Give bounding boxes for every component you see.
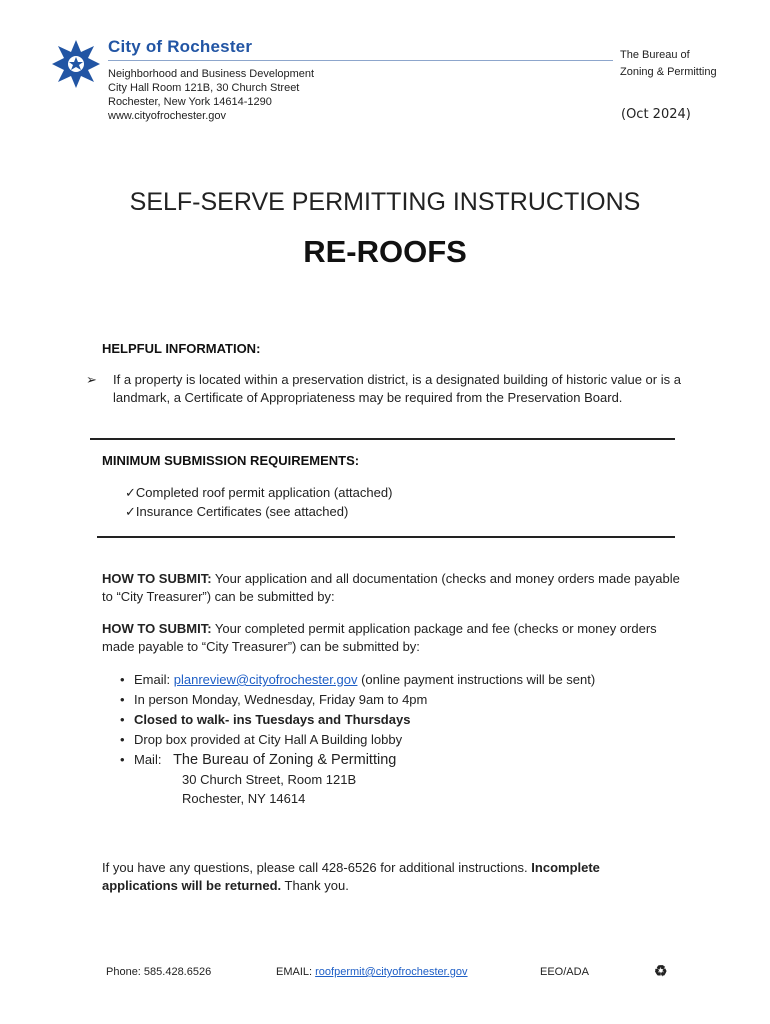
address-line: City Hall Room 121B, 30 Church Street [108,82,300,94]
helpful-info-text: If a property is located within a preservation district, is a designated building of historic value or is a landmark, a Certificate of Appropriateness may be required from the Preservation Board. [113,372,681,405]
mail-recipient: The Bureau of Zoning & Permitting [173,752,397,768]
bureau-name [620,47,717,81]
website-text: www.cityofrochester.gov [108,110,226,122]
section-divider [97,536,675,538]
helpful-info-heading: HELPFUL INFORMATION: [102,341,261,356]
list-item [120,710,595,730]
how-to-submit-text: Your completed permit application package and fee (checks or money orders made payable to “City Treasurer”) can be submitted by: [102,621,657,654]
how-to-submit-label: HOW TO SUBMIT: [102,571,212,586]
city-name: City of Rochester [108,37,253,56]
how-to-submit-paragraph [102,570,682,606]
in-person-hours: In person Monday, Wednesday, Friday 9am to 4pm [134,692,428,707]
submission-methods-list [120,670,595,770]
footer-email-label: EMAIL: [276,966,316,978]
bullet-icon: • [120,672,125,687]
bullet-icon: • [120,692,125,707]
thank-you-text: Thank you. [281,878,349,893]
bullet-icon: • [120,712,125,727]
footer-phone: Phone: 585.428.6526 [106,966,212,978]
address-line: Neighborhood and Business Development [108,68,315,80]
mail-address-line: Rochester, NY 14614 [182,791,306,806]
how-to-submit-paragraph [102,620,682,656]
requirement-item: ✓Completed roof permit application (attached) [125,485,393,500]
bureau-line: Zoning & Permitting [620,66,717,78]
mail-label: Mail: [134,752,166,767]
footer-eeo: EEO/ADA [540,966,589,978]
list-item [120,690,595,710]
incomplete-warning: Incomplete applications will be returned. [102,860,600,893]
list-item [120,730,595,750]
header-divider [108,60,613,61]
closing-paragraph [102,859,662,895]
drop-box-info: Drop box provided at City Hall A Building lobby [134,732,403,747]
email-label: Email: [134,672,174,687]
closed-days-notice: Closed to walk- ins Tuesdays and Thursdays [134,712,411,727]
bureau-line: The Bureau of [620,49,690,61]
section-divider [90,438,675,440]
page-subtitle: RE-ROOFS [303,234,467,269]
plan-review-email-link[interactable]: planreview@cityofrochester.gov [173,672,358,687]
document-date: (Oct 2024) [621,107,691,122]
list-item [120,750,595,770]
city-logo-icon [50,38,102,90]
minimum-requirements-heading: MINIMUM SUBMISSION REQUIREMENTS: [102,453,360,468]
address-line: Rochester, New York 14614-1290 [108,96,272,108]
department-address [108,67,314,123]
email-note: (online payment instructions will be sent) [357,672,596,687]
bullet-icon: • [120,732,125,747]
mail-address-line: 30 Church Street, Room 121B [182,772,357,787]
requirement-item: ✓Insurance Certificates (see attached) [125,504,349,519]
recycle-icon: ♻ [654,963,668,980]
how-to-submit-text: Your application and all documentation (checks and money orders made payable to “City Treasurer”) can be submitted by: [102,571,680,604]
arrow-bullet-icon: ➢ [86,372,97,387]
page-title: SELF-SERVE PERMITTING INSTRUCTIONS [129,188,641,216]
roof-permit-email-link[interactable]: roofpermit@cityofrochester.gov [315,966,468,978]
footer-email [276,966,468,978]
bullet-icon: • [120,752,125,767]
questions-text: If you have any questions, please call 428-6526 for additional instructions. [102,860,532,875]
how-to-submit-label: HOW TO SUBMIT: [102,621,212,636]
list-item [120,670,595,690]
